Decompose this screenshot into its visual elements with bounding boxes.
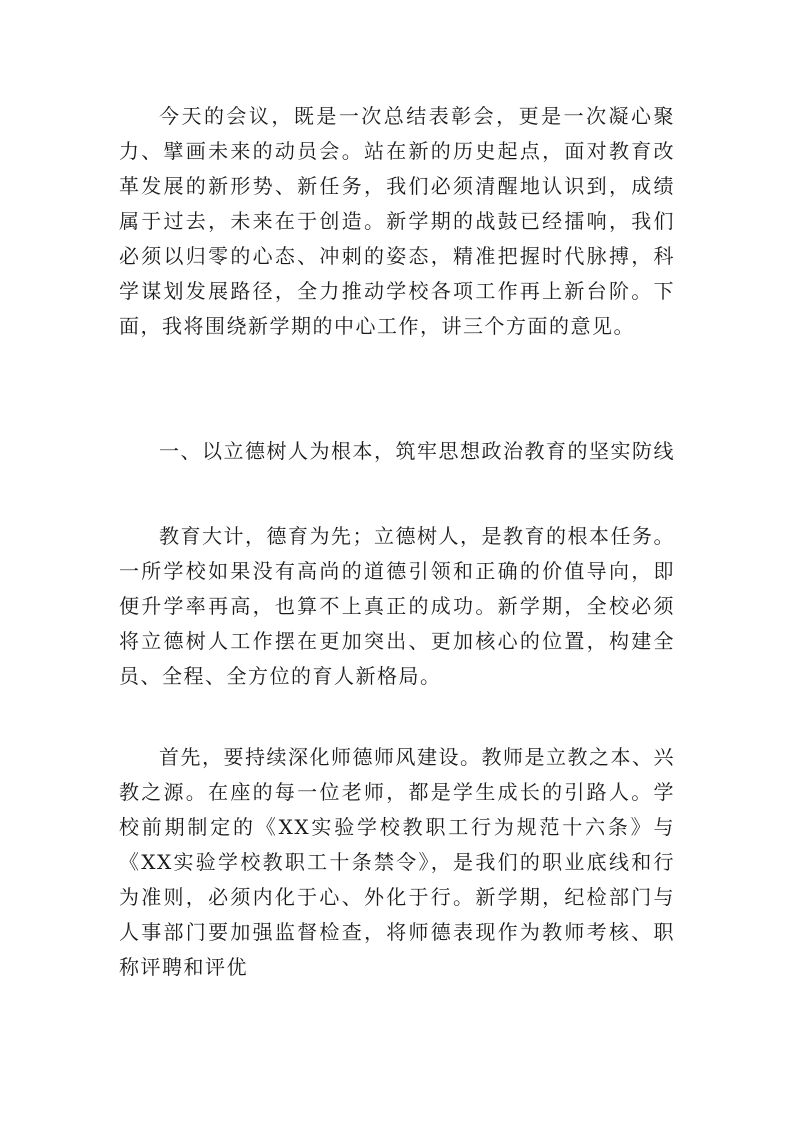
section-heading	[119, 434, 675, 469]
paragraph-text: 首先，要持续深化师德师风建设。教师是立教之本、兴教之源。在座的每一位老师，都是学生成长的引路人。学校前期制定的《XX实验学校教职工行为规范十六条》与《XX实验学校教职工十条禁令》，是我们的职业底线和行为准则，必须内化于心、外化于行。新学期，纪检部门与人事部门要加强监督检查，将师德表现作为教师考核、职称评聘和评优	[119, 745, 675, 979]
paragraph-text: 今天的会议，既是一次总结表彰会，更是一次凝心聚力、擘画未来的动员会。站在新的历史起点，面对教育改革发展的新形势、新任务，我们必须清醒地认识到，成绩属于过去，未来在于创造。新学期的战鼓已经擂响，我们必须以归零的心态、冲刺的姿态，精准把握时代脉搏，科学谋划发展路径，全力推动学校各项工作再上新台阶。下面，我将围绕新学期的中心工作，讲三个方面的意见。	[119, 104, 675, 338]
document-paragraph-teacher-ethics	[119, 740, 675, 985]
paragraph-text: 教育大计，德育为先；立德树人，是教育的根本任务。一所学校如果没有高尚的道德引领和正确的价值导向，即便升学率再高，也算不上真正的成功。新学期，全校必须将立德树人工作摆在更加突出、更加核心的位置，构建全员、全程、全方位的育人新格局。	[119, 524, 675, 688]
document-paragraph-moral-education	[119, 519, 675, 694]
section-heading-text: 一、以立德树人为根本，筑牢思想政治教育的坚实防线	[159, 439, 675, 463]
document-paragraph-intro	[119, 99, 675, 344]
